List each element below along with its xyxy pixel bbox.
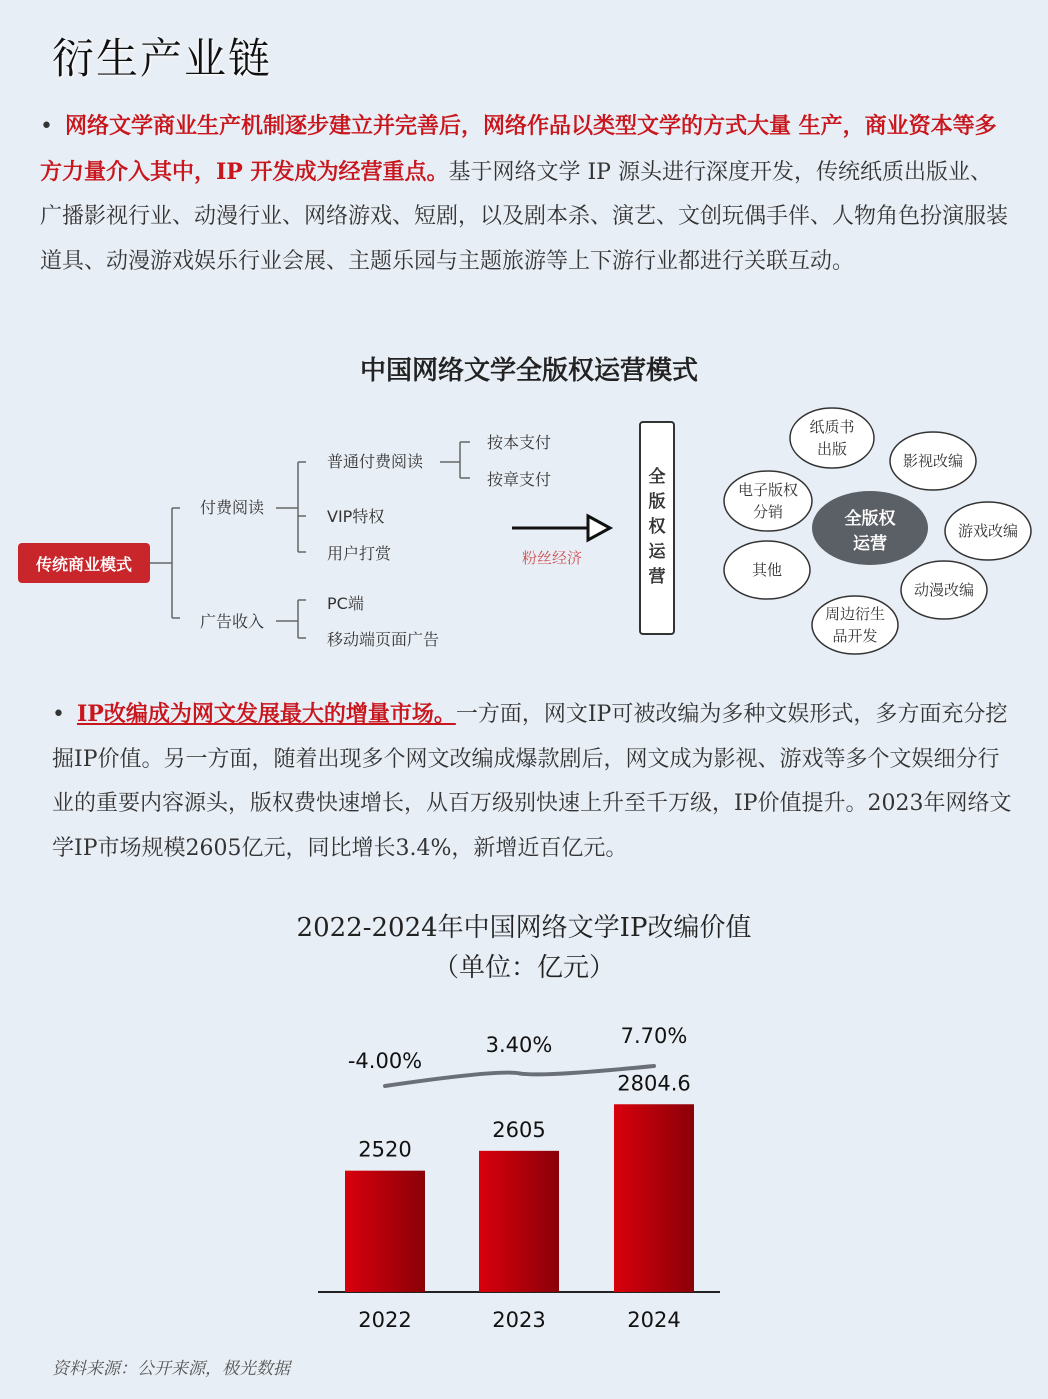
bar-2024 <box>614 1104 694 1292</box>
growth-label: 3.40% <box>485 1033 553 1057</box>
page-title: 衍生产业链 <box>52 34 273 83</box>
vertical-char: 运 <box>648 542 666 562</box>
item-pay-per-chapter: 按章支付 <box>487 470 552 489</box>
item-pay-per-book: 按本支付 <box>487 433 552 452</box>
vertical-char: 版 <box>648 492 666 512</box>
arrow-icon <box>512 516 610 540</box>
bar-2023 <box>479 1151 559 1292</box>
bar-value-label: 2605 <box>492 1117 546 1142</box>
vertical-box-label <box>649 466 667 587</box>
growth-label: 7.70% <box>620 1024 688 1048</box>
x-tick-label: 2023 <box>492 1308 546 1332</box>
intro-highlight: 网络文学商业生产机制逐步建立并完善后，网络作品以类型文学的方式大量 生产，商业资本等多方力量介入其中，IP 开发成为经营重点。 <box>40 113 997 185</box>
ip-text: 一方面，网文IP可被改编为多种文娱形式，多方面充分挖掘IP价值。另一方面，随着出现多个网文改编成爆款剧后，网文成为影视、游戏等多个文娱细分行业的重要内容源头，版权费快速增长，从百万级别快速上升至千万级，IP价值提升。2023年网络文学IP市场规模2605亿元，同比增长3.4%，新增近百亿元。 <box>52 702 1012 861</box>
bar-value-label: 2804.6 <box>617 1071 691 1096</box>
intro-text: 基于网络文学 IP 源头进行深度开发，传统纸质出版业、广播影视行业、动漫行业、网络游戏、短剧，以及剧本杀、演艺、文创玩偶手伴、人物角色扮演服装道具、动漫游戏娱乐行业会展、主题乐园与主题旅游等上下游行业都进行关联互动。 <box>40 159 1009 274</box>
center-node-label: 全版权 <box>844 509 896 529</box>
x-tick-label: 2022 <box>358 1308 412 1332</box>
ip-paragraph <box>52 692 1012 871</box>
item-tipping: 用户打赏 <box>327 544 392 563</box>
bullet: • <box>52 702 65 727</box>
bubble-game-label: 游戏改编 <box>957 522 1019 540</box>
bar-value-label: 2520 <box>358 1137 412 1162</box>
source-note: 资料来源：公开来源，极光数据 <box>52 1359 290 1379</box>
bubble-cluster <box>724 408 1031 654</box>
item-mobile-ad: 移动端页面广告 <box>327 630 440 649</box>
bubble-merch-label: 品开发 <box>832 627 878 645</box>
chart-subtitle: （单位：亿元） <box>432 953 615 983</box>
bubble-print-label: 出版 <box>816 440 848 458</box>
ip-value-chart <box>300 1010 740 1340</box>
bubble-ebook-label: 分销 <box>752 503 784 521</box>
chart-title <box>224 908 824 988</box>
bubble-print <box>790 408 874 468</box>
item-pc: PC端 <box>327 594 364 613</box>
ip-highlight: IP改编成为网文发展最大的增量市场。 <box>76 701 456 727</box>
bubble-print-label: 纸质书 <box>809 418 855 436</box>
arrow-label: 粉丝经济 <box>521 549 583 567</box>
intro-paragraph <box>40 104 1010 284</box>
growth-label: -4.00% <box>347 1049 423 1073</box>
chart-title-main: 2022-2024年中国网络文学IP改编价值 <box>296 913 752 943</box>
vertical-char: 权 <box>648 517 666 537</box>
bubble-anime-label: 动漫改编 <box>913 581 975 599</box>
vertical-char: 全 <box>648 467 666 487</box>
bubble-film-label: 影视改编 <box>902 452 964 470</box>
branch-ad-revenue: 广告收入 <box>200 612 265 631</box>
growth-line <box>385 1066 654 1086</box>
copyright-operation-diagram <box>0 400 1048 670</box>
bar-2022 <box>345 1171 425 1292</box>
bubble-merch-label: 周边衍生 <box>824 605 886 623</box>
bullet: • <box>40 114 53 139</box>
root-node: 传统商业模式 <box>35 555 133 574</box>
tree-connectors <box>150 442 470 638</box>
center-node-label: 运营 <box>853 534 887 554</box>
item-normal-paid: 普通付费阅读 <box>327 452 424 471</box>
item-vip: VIP特权 <box>327 507 385 526</box>
bubble-ebook <box>724 471 812 531</box>
x-tick-label: 2024 <box>627 1308 681 1332</box>
vertical-char: 营 <box>648 567 666 587</box>
bubble-other-label: 其他 <box>751 561 783 579</box>
bubble-ebook-label: 电子版权 <box>737 481 799 499</box>
branch-paid-reading: 付费阅读 <box>200 498 265 517</box>
diagram-title: 中国网络文学全版权运营模式 <box>359 356 698 386</box>
